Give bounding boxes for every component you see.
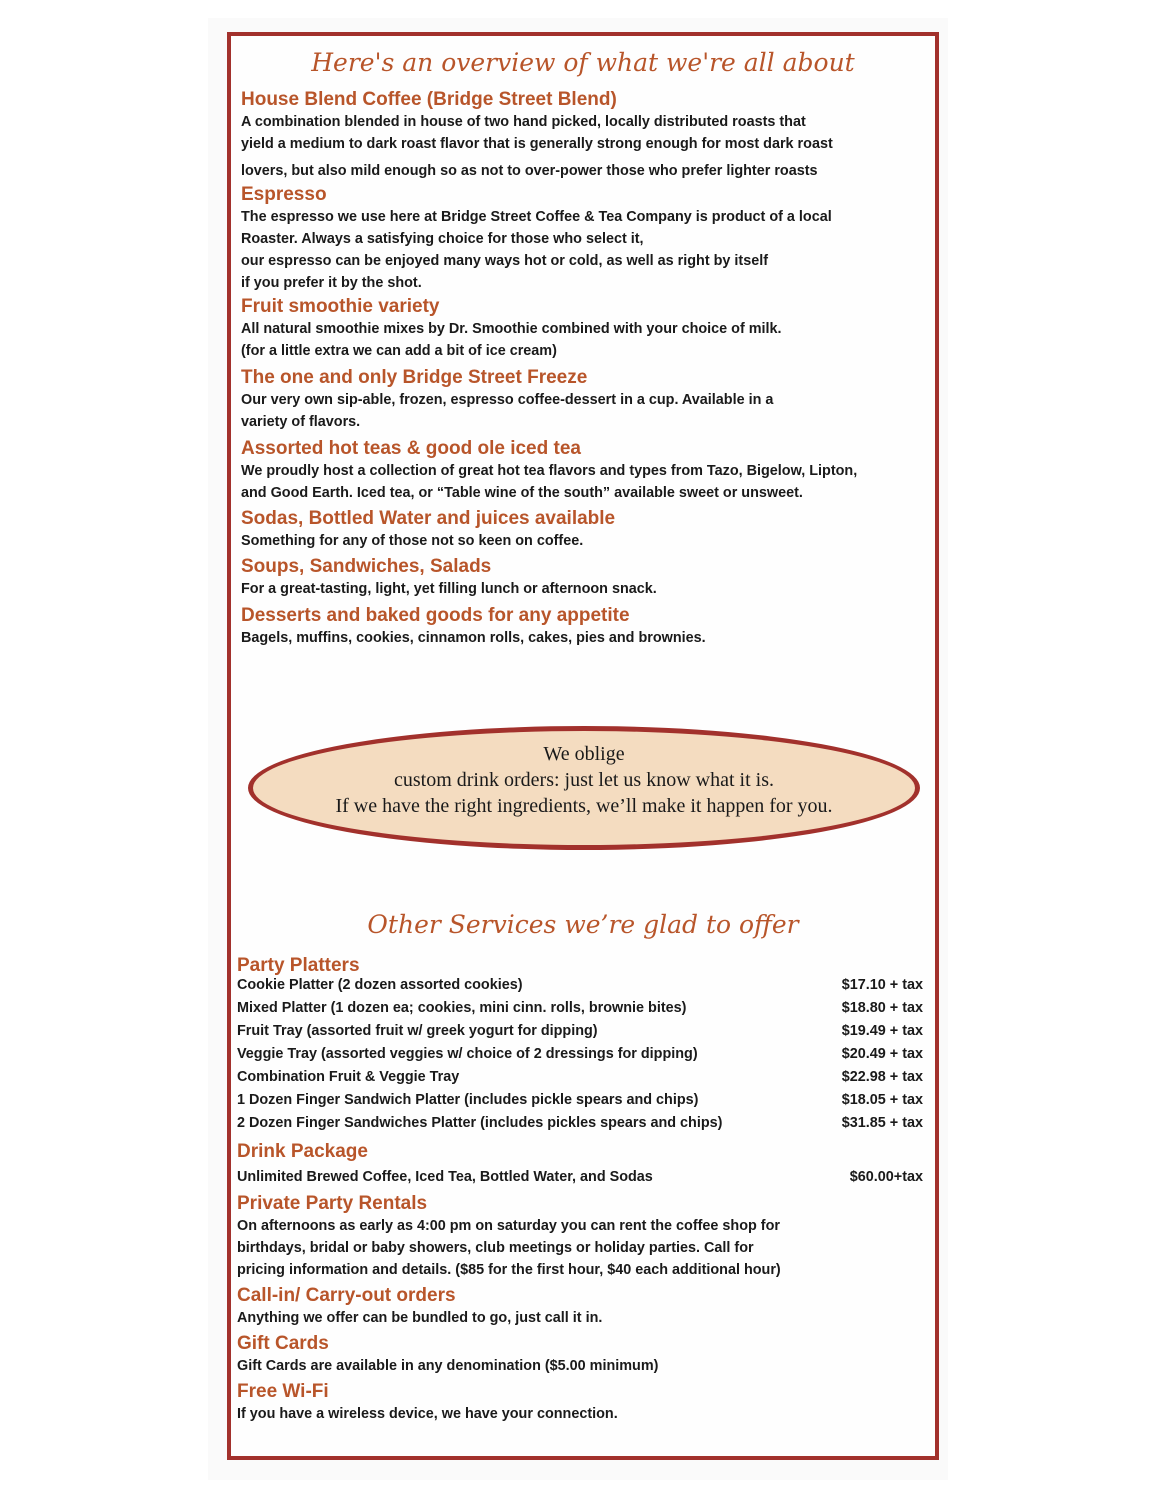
section-heading: Assorted hot teas & good ole iced tea xyxy=(241,438,581,459)
section-private-party xyxy=(237,1192,923,1281)
section-text xyxy=(241,627,923,649)
custom-order-oval xyxy=(248,726,920,850)
services-title: Other Services we’re glad to offer xyxy=(367,910,799,939)
section-heading: Free Wi-Fi xyxy=(237,1381,329,1402)
drink-package-heading: Drink Package xyxy=(237,1141,368,1162)
section-heading: Espresso xyxy=(241,184,327,205)
section-heading: House Blend Coffee (Bridge Street Blend) xyxy=(241,89,617,110)
section-text xyxy=(241,389,923,433)
text-line: All natural smoothie mixes by Dr. Smoothie combined with your choice of milk. xyxy=(241,321,782,337)
section-text xyxy=(237,1307,923,1329)
section-text xyxy=(237,1215,923,1281)
text-line: The espresso we use here at Bridge Street Coffee & Tea Company is product of a local xyxy=(241,209,832,225)
text-line: For a great-tasting, light, yet filling lunch or afternoon snack. xyxy=(241,581,657,597)
text-line: and Good Earth. Iced tea, or “Table wine of the south” available sweet or unsweet. xyxy=(241,485,803,501)
section-desserts xyxy=(241,604,923,649)
section-soups xyxy=(241,555,923,600)
text-line: Anything we offer can be bundled to go, just call it in. xyxy=(237,1310,603,1326)
text-line: yield a medium to dark roast flavor that is generally strong enough for most dark roast xyxy=(241,136,833,152)
text-line: We proudly host a collection of great hot tea flavors and types from Tazo, Bigelow, Lipton, xyxy=(241,463,858,479)
list-item xyxy=(237,1115,923,1138)
services-sections xyxy=(237,954,923,1425)
text-line: Our very own sip-able, frozen, espresso coffee-dessert in a cup. Available in a xyxy=(241,392,774,408)
section-heading: Call-in/ Carry-out orders xyxy=(237,1285,456,1306)
section-espresso xyxy=(241,183,923,294)
text-line: Something for any of those not so keen on coffee. xyxy=(241,533,584,549)
oval-line: custom drink orders: just let us know what it is. xyxy=(394,769,774,791)
text-line: On afternoons as early as 4:00 pm on saturday you can rent the coffee shop for xyxy=(237,1218,780,1234)
list-item xyxy=(237,1092,923,1115)
section-text xyxy=(241,206,923,294)
item-name: Mixed Platter (1 dozen ea; cookies, mini cinn. rolls, brownie bites) xyxy=(237,1000,687,1016)
item-price: $17.10 + tax xyxy=(841,977,923,993)
item-price: $19.49 + tax xyxy=(841,1023,923,1039)
section-text xyxy=(241,111,923,182)
list-item xyxy=(237,1046,923,1069)
party-platters-list xyxy=(237,977,923,1138)
list-item xyxy=(237,1069,923,1092)
item-name: Unlimited Brewed Coffee, Iced Tea, Bottled Water, and Sodas xyxy=(237,1169,653,1185)
text-line: our espresso can be enjoyed many ways hot or cold, as well as right by itself xyxy=(241,253,769,269)
section-house-blend xyxy=(241,88,923,182)
section-heading: Sodas, Bottled Water and juices available xyxy=(241,508,616,529)
text-line: If you have a wireless device, we have your connection. xyxy=(237,1406,618,1422)
section-heading: Gift Cards xyxy=(237,1333,329,1354)
item-price: $18.80 + tax xyxy=(841,1000,923,1016)
list-item xyxy=(237,1000,923,1023)
text-line: A combination blended in house of two hand picked, locally distributed roasts that xyxy=(241,114,806,130)
text-line: birthdays, bridal or baby showers, club meetings or holiday parties. Call for xyxy=(237,1240,754,1256)
text-line: lovers, but also mild enough so as not to over-power those who prefer lighter roasts xyxy=(241,163,818,179)
item-name: Cookie Platter (2 dozen assorted cookies) xyxy=(237,977,523,993)
section-text xyxy=(241,530,923,552)
overview-sections xyxy=(241,88,923,649)
section-text xyxy=(241,318,923,362)
section-heading: Soups, Sandwiches, Salads xyxy=(241,556,492,577)
list-item xyxy=(237,1023,923,1046)
menu-frame xyxy=(227,32,939,1460)
item-name: 2 Dozen Finger Sandwiches Platter (includes pickles spears and chips) xyxy=(237,1115,723,1131)
item-price: $22.98 + tax xyxy=(841,1069,923,1085)
oval-line: We oblige xyxy=(543,743,625,765)
text-line: pricing information and details. ($85 for the first hour, $40 each additional hour) xyxy=(237,1262,781,1278)
section-teas xyxy=(241,437,923,504)
section-heading: Fruit smoothie variety xyxy=(241,296,440,317)
item-price: $31.85 + tax xyxy=(841,1115,923,1131)
section-wifi xyxy=(237,1380,923,1425)
section-text xyxy=(241,460,923,504)
list-item xyxy=(237,977,923,1000)
section-carry-out xyxy=(237,1284,923,1329)
text-line: (for a little extra we can add a bit of ice cream) xyxy=(241,343,557,359)
section-freeze xyxy=(241,366,923,433)
section-text xyxy=(241,578,923,600)
section-heading: Desserts and baked goods for any appetite xyxy=(241,605,630,626)
section-smoothie xyxy=(241,295,923,362)
item-price: $20.49 + tax xyxy=(841,1046,923,1062)
section-heading: The one and only Bridge Street Freeze xyxy=(241,367,588,388)
text-line: Roaster. Always a satisfying choice for those who select it, xyxy=(241,231,644,247)
section-text xyxy=(237,1355,923,1377)
drink-package-row xyxy=(237,1169,923,1192)
oval-line: If we have the right ingredients, we’ll make it happen for you. xyxy=(335,795,833,817)
party-platters-heading: Party Platters xyxy=(237,955,360,976)
section-gift-cards xyxy=(237,1332,923,1377)
item-name: Fruit Tray (assorted fruit w/ greek yogurt for dipping) xyxy=(237,1023,598,1039)
text-line: if you prefer it by the shot. xyxy=(241,275,422,291)
text-line: variety of flavors. xyxy=(241,414,361,430)
item-name: Veggie Tray (assorted veggies w/ choice of 2 dressings for dipping) xyxy=(237,1046,698,1062)
item-name: 1 Dozen Finger Sandwich Platter (includes pickle spears and chips) xyxy=(237,1092,699,1108)
item-price: $18.05 + tax xyxy=(841,1092,923,1108)
item-price: $60.00+tax xyxy=(849,1169,923,1185)
text-line: Bagels, muffins, cookies, cinnamon rolls, cakes, pies and brownies. xyxy=(241,630,706,646)
section-sodas xyxy=(241,507,923,552)
item-name: Combination Fruit & Veggie Tray xyxy=(237,1069,460,1085)
text-line: Gift Cards are available in any denomination ($5.00 minimum) xyxy=(237,1358,659,1374)
section-heading: Private Party Rentals xyxy=(237,1193,428,1214)
section-text xyxy=(237,1403,923,1425)
overview-title: Here's an overview of what we're all about xyxy=(311,48,855,77)
